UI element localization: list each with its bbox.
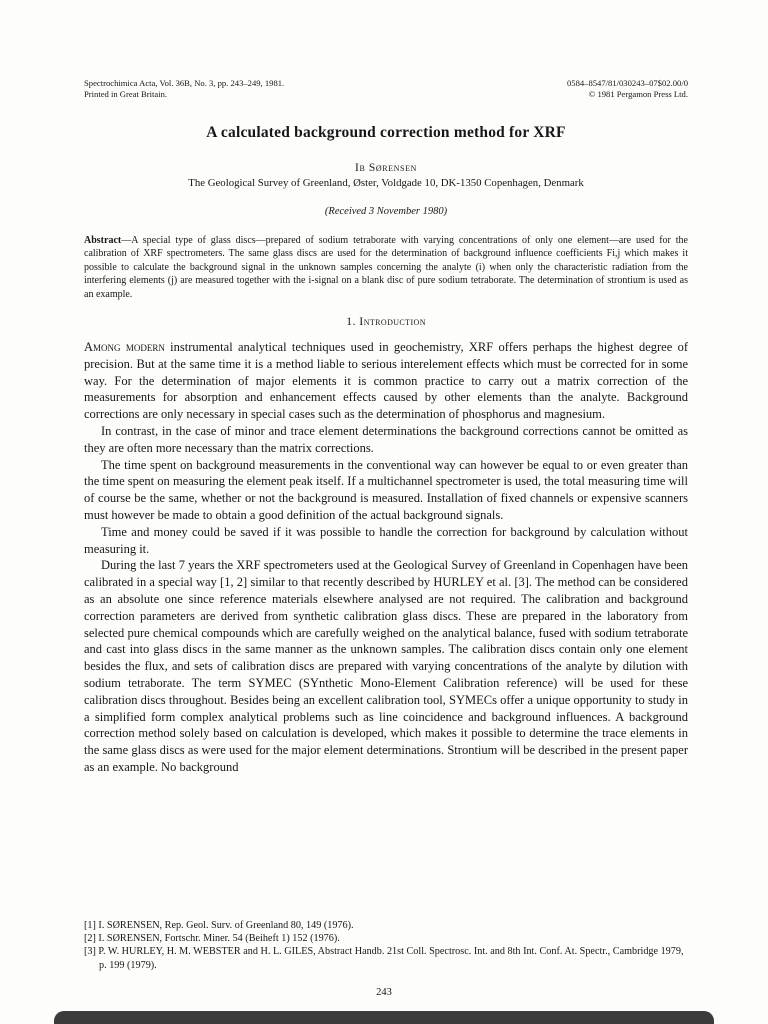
paragraph bbox=[84, 339, 688, 423]
paper-title: A calculated background correction method for XRF bbox=[206, 124, 566, 141]
received-date: (Received 3 November 1980) bbox=[324, 206, 448, 217]
page-number: 243 bbox=[376, 987, 392, 998]
page-content bbox=[84, 78, 688, 776]
paragraph: Time and money could be saved if it was possible to handle the correction for background by calculation without measuring it. bbox=[84, 524, 688, 556]
footnotes bbox=[84, 919, 688, 972]
journal-header bbox=[84, 78, 688, 100]
footnote-3: [3] P. W. HURLEY, H. M. WEBSTER and H. L. GILES, Abstract Handb. 21st Coll. Spectrosc. Int. and 8th Int. Conf. At. Spectr., Cambridge 1979, p. 199 (1979). bbox=[84, 946, 684, 971]
abstract-text: —A special type of glass discs—prepared of sodium tetraborate with varying concentrations of only one element—are used for the calibration of XRF spectrometers. The same glass discs are used for the determination of background influence coefficients Fi,j which makes it possible to calculate the background signal in the unknown samples concerning the analyte (i) when only the characteristic radiation from the interfering elements (j) are measured together with the i-signal on a blank disc of pure sodium tetraborate. The determination of strontium is used as an example. bbox=[84, 235, 688, 300]
paragraph-rest: instrumental analytical techniques used in geochemistry, XRF offers perhaps the highest degree of precision. But at the same time it is a method liable to serious interelement effects which must be corrected for in some way. For the determination of major elements it is common practice to carry out a matrix correction of the measurements for absorption and enhancement effects caused by other elements than the analyte. Background corrections are only necessary in special cases such as the determination of phosphorus and magnesium. bbox=[84, 340, 688, 422]
footnote-1: [1] I. SØRENSEN, Rep. Geol. Surv. of Greenland 80, 149 (1976). bbox=[84, 920, 354, 931]
footnote-2: [2] I. SØRENSEN, Fortschr. Miner. 54 (Beiheft 1) 152 (1976). bbox=[84, 933, 340, 945]
abstract-label: Abstract bbox=[84, 235, 122, 246]
journal-header-left bbox=[84, 78, 284, 100]
section-heading-introduction: 1. Introduction bbox=[346, 314, 426, 329]
copyright-line: © 1981 Pergamon Press Ltd. bbox=[588, 89, 688, 99]
printed-in: Printed in Great Britain. bbox=[84, 89, 168, 99]
paragraph-lead: Among modern bbox=[84, 340, 165, 355]
paragraph: In contrast, in the case of minor and trace element determinations the background corrections cannot be omitted as they are often more necessary than the matrix corrections. bbox=[84, 424, 688, 455]
viewer-bottom-toolbar[interactable] bbox=[54, 1011, 714, 1024]
abstract bbox=[84, 234, 688, 301]
journal-header-right bbox=[567, 78, 688, 100]
paragraph: The time spent on background measurements in the conventional way can however be equal to or even greater than the time spent on measuring the element peak itself. If a multichannel spectrometer is used, the total measuring time will of course be the same, whether or not the background is measured. Installation of fixed channels or expensive scanners must however be made to obtain a good definition of the actual background signals. bbox=[84, 457, 688, 522]
journal-citation: Spectrochimica Acta, Vol. 36B, No. 3, pp. 243–249, 1981. bbox=[84, 78, 285, 88]
author-affiliation: The Geological Survey of Greenland, Øster, Voldgade 10, DK-1350 Copenhagen, Denmark bbox=[188, 177, 584, 189]
author-name: Ib Sørensen bbox=[355, 162, 417, 174]
body-text bbox=[84, 339, 688, 776]
issn-code: 0584–8547/81/030243–07$02.00/0 bbox=[566, 78, 688, 88]
paragraph: During the last 7 years the XRF spectrometers used at the Geological Survey of Greenland in Copenhagen have been calibrated in a special way [1, 2] similar to that recently described by HURLEY et al. [3]. The method can be considered as an absolute one since reference materials elsewhere analysed are not required. The calibration and background correction parameters are derived from synthetic calibration glass discs. These are prepared in the laboratory from selected pure chemical compounds which are carefully weighed on the analytical balance, fused with sodium tetraborate and cast into glass discs in the same manner as the unknown samples. The calibration discs contain only one element besides the flux, and sets of calibration discs are prepared with varying concentrations of the analyte by dilution with sodium tetraborate. The term SYMEC (SYnthetic Mono-Element Calibration reference) will be used for these calibration discs throughout. Besides being an excellent calibration tool, SYMECs offer a unique opportunity to study in a simplified form complex analytical problems such as line coincidence and background influences. A background correction method solely based on calculation is developed, which makes it possible to determine the trace elements in the same glass discs as were used for the major element determinations. Strontium will be described in the present paper as an example. No background bbox=[84, 558, 688, 774]
